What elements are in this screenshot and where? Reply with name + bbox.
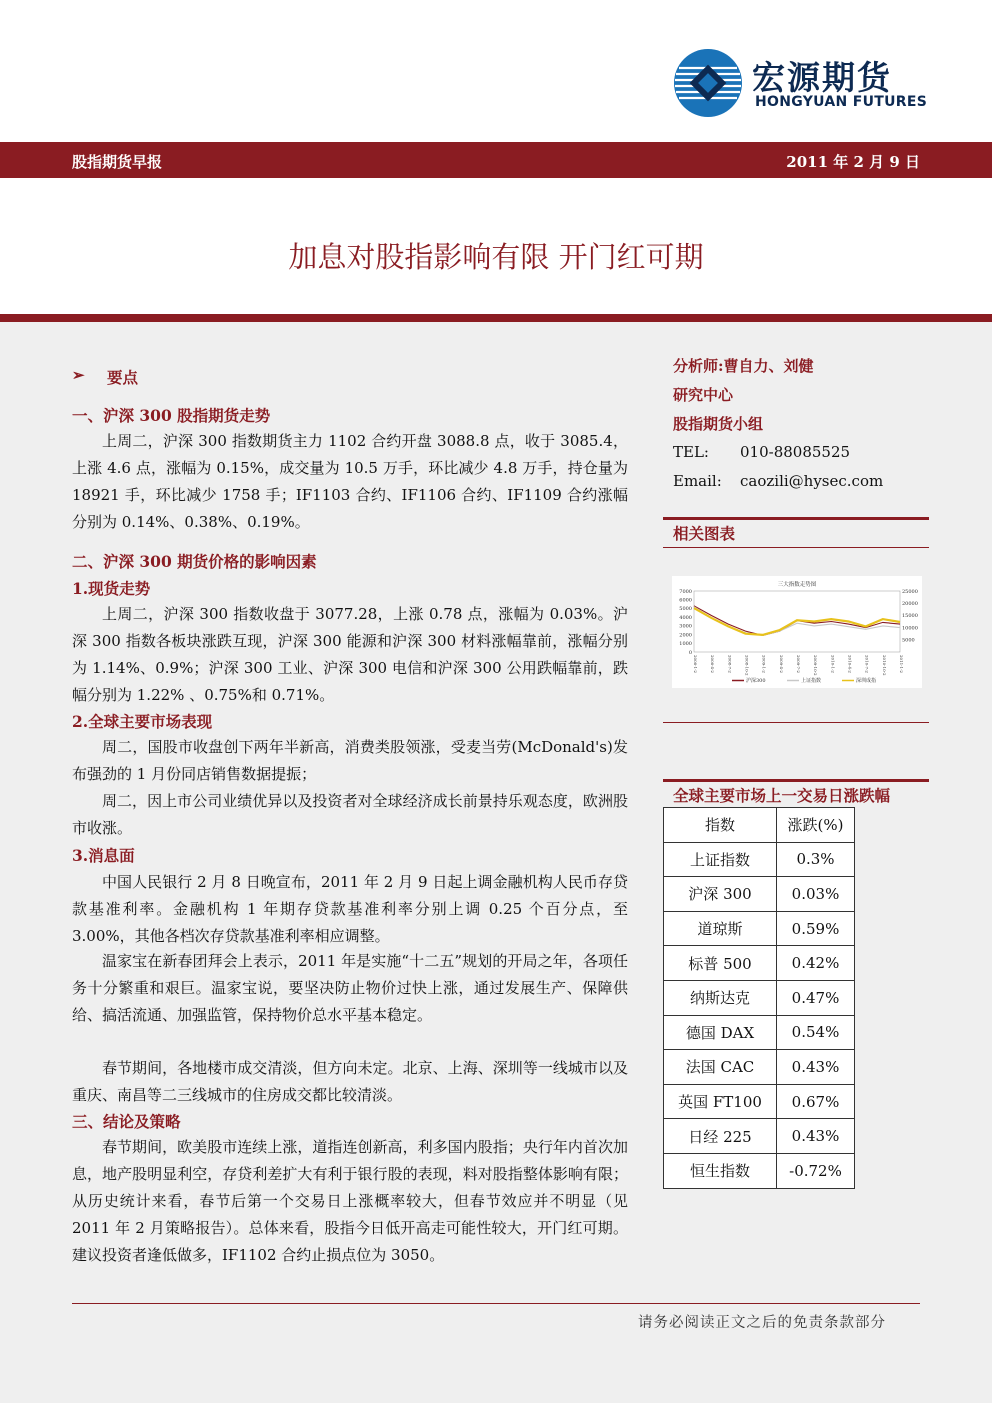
- footer-rule: [72, 1303, 920, 1304]
- y-right-tick-label: 15000: [902, 613, 918, 620]
- section-2-1-title: 1.现货走势: [72, 579, 151, 598]
- market-change: 0.59%: [777, 911, 855, 946]
- company-logo-icon: [673, 48, 743, 118]
- section-2-3-para-1: 中国人民银行 2 月 8 日晚宣布，2011 年 2 月 9 日起上调金融机构人民币存贷款基准利率。金融机构 1 年期存贷款基准利率分别上调 0.25 个百分点，至 3.00%，其他各档次存贷款基准利率相应调整。: [72, 873, 628, 945]
- y-left-tick-label: 7000: [679, 588, 692, 595]
- section-2-2-title: 2.全球主要市场表现: [72, 712, 213, 731]
- research-center: 研究中心: [673, 386, 734, 404]
- market-name: 法国 CAC: [664, 1050, 777, 1085]
- y-left-tick-label: 1000: [679, 641, 692, 648]
- markets-table: [663, 807, 855, 1189]
- bullet-arrow-icon: ➢: [72, 366, 85, 384]
- x-tick-label: 2009-1-2: [761, 655, 767, 673]
- x-tick-label: 2009-7-2: [796, 655, 801, 673]
- x-tick-label: 2010-4-2: [847, 655, 853, 673]
- related-chart-heading: 相关图表: [673, 524, 736, 543]
- market-change: -0.72%: [777, 1153, 855, 1188]
- legend-label: 沪深300: [746, 678, 766, 684]
- disclaimer-text: 请务必阅读正文之后的免责条款部分: [638, 1315, 886, 1331]
- y-left-tick-label: 6000: [679, 597, 692, 604]
- table-row: [664, 946, 855, 981]
- y-left-tick-label: 2000: [679, 632, 692, 639]
- related-chart-top-rule: [663, 517, 929, 520]
- table-row: [664, 1153, 855, 1188]
- table-row: [664, 877, 855, 912]
- x-tick-label: 2010-7-2: [864, 655, 870, 673]
- key-points-heading: 要点: [107, 368, 139, 387]
- x-tick-label: 2009-10-2: [813, 655, 819, 676]
- section-1-title: 一、沪深 300 股指期货走势: [72, 406, 271, 425]
- x-tick-label: 2008-7-2: [727, 655, 733, 673]
- y-right-tick-label: 20000: [902, 601, 918, 607]
- x-tick-label: 2010-1-2: [830, 655, 836, 673]
- related-chart-bottom-rule: [663, 547, 929, 548]
- section-2-2-para-1: 周二，国股市收盘创下两年半新高，消费类股领涨，受麦当劳(McDonald's)发布强劲的 1 月份同店销售数据提振；: [72, 738, 628, 783]
- section-1-text: 上周二，沪深 300 指数期货主力 1102 合约开盘 3088.8 点，收于 3085.4，上涨 4.6 点，涨幅为 0.15%，成交量为 10.5 万手，环比减少 4.8 万手，持仓量为 18921 手，环比减少 1758 手；IF1103 合约、IF1106 合约、IF1109 合约涨幅分别为 0.14%、0.38%、0.19%。: [72, 432, 628, 531]
- col-change-header: 涨跌(%): [777, 808, 855, 843]
- table-row: [664, 1050, 855, 1085]
- y-left-tick-label: 3000: [679, 623, 692, 630]
- research-group: 股指期货小组: [673, 415, 764, 433]
- x-tick-label: 2011-1-2: [899, 655, 904, 673]
- section-2-3-para-3: 春节期间，各地楼市成交清淡，但方向未定。北京、上海、深圳等一线城市以及重庆、南昌等二三线城市的住房成交都比较清淡。: [72, 1059, 628, 1104]
- x-tick-label: 2008-1-2: [693, 655, 698, 673]
- market-name: 德国 DAX: [664, 1015, 777, 1050]
- market-name: 日经 225: [664, 1119, 777, 1154]
- table-row: [664, 1119, 855, 1154]
- table-row: [664, 1015, 855, 1050]
- market-change: 0.47%: [777, 980, 855, 1015]
- market-name: 纳斯达克: [664, 980, 777, 1015]
- x-tick-label: 2009-4-2: [778, 655, 784, 673]
- brand-name-cn: 宏源期货: [752, 58, 892, 97]
- report-date: 2011 年 2 月 9 日: [786, 153, 920, 171]
- x-tick-label: 2008-10-2: [744, 655, 750, 676]
- email-label: Email:: [673, 472, 722, 490]
- market-name: 恒生指数: [664, 1153, 777, 1188]
- email-value: caozili@hysec.com: [740, 472, 884, 490]
- brand-name-en: HONGYUAN FUTURES: [755, 94, 928, 110]
- related-chart-end-rule: [663, 722, 929, 723]
- table-header-row: [664, 808, 855, 843]
- section-2-2-para-2: 周二，因上市公司业绩优异以及投资者对全球经济成长前景持乐观态度，欧洲股市收涨。: [72, 792, 628, 837]
- y-right-tick-label: 10000: [902, 625, 918, 632]
- analyst-names: 分析师:曹自力、刘健: [673, 357, 814, 375]
- chart-title: 三大指数走势图: [777, 582, 817, 588]
- section-3-text: 春节期间，欧美股市连续上涨，道指连创新高，利多国内股指；央行年内首次加息，地产股明显利空，存贷利差扩大有利于银行股的表现，料对股指整体影响有限；从历史统计来看，春节后第一个交易日上涨概率较大，但春节效应并不明显（见 2011 年 2 月策略报告）。总体来看，股指今日低开高走可能性较大，开门红可期。建议投资者逢低做多，IF1102 合约止损点位为 3050。: [72, 1138, 628, 1264]
- market-change: 0.03%: [777, 877, 855, 912]
- section-2-title: 二、沪深 300 期货价格的影响因素: [72, 552, 317, 571]
- table-row: [664, 980, 855, 1015]
- table-row: [664, 911, 855, 946]
- y-right-tick-label: 25000: [902, 588, 918, 595]
- page-title: 加息对股指影响有限 开门红可期: [288, 240, 704, 274]
- title-divider: [0, 314, 992, 322]
- tel-value: 010-88085525: [740, 443, 851, 461]
- x-tick-label: 2008-4-2: [710, 655, 716, 673]
- market-change: 0.43%: [777, 1050, 855, 1085]
- market-change: 0.54%: [777, 1015, 855, 1050]
- section-2-1-text: 上周二，沪深 300 指数收盘于 3077.28，上涨 0.78 点，涨幅为 0.03%。沪深 300 指数各板块涨跌互现，沪深 300 能源和沪深 300 材料涨幅靠前，涨幅分别为 1.14%、0.9%；沪深 300 工业、沪深 300 电信和沪深 300 公用跌幅靠前，跌幅分别为 1.22% 、0.75%和 0.71%。: [72, 605, 628, 704]
- y-left-tick-label: 4000: [679, 614, 692, 621]
- report-type: 股指期货早报: [72, 153, 163, 171]
- tel-label: TEL:: [673, 443, 709, 461]
- y-right-tick-label: 5000: [902, 637, 915, 644]
- legend-label: 深圳成指: [856, 678, 877, 684]
- markets-heading: 全球主要市场上一交易日涨跌幅: [673, 786, 891, 805]
- market-change: 0.67%: [777, 1084, 855, 1119]
- index-trend-chart: [672, 576, 922, 688]
- table-row: [664, 842, 855, 877]
- contact-block: [673, 438, 883, 496]
- market-change: 0.43%: [777, 1119, 855, 1154]
- y-left-tick-label: 0: [688, 649, 692, 656]
- market-name: 沪深 300: [664, 877, 777, 912]
- markets-top-rule: [663, 779, 929, 782]
- analyst-block: [673, 352, 814, 439]
- section-2-3-title: 3.消息面: [72, 846, 135, 865]
- section-2-3-para-2: 温家宝在新春团拜会上表示，2011 年是实施“十二五”规划的开局之年，各项任务十分繁重和艰巨。温家宝说，要坚决防止物价过快上涨，通过发展生产、保障供给、搞活流通、加强监管，保持物价总水平基本稳定。: [72, 952, 628, 1024]
- market-change: 0.42%: [777, 946, 855, 981]
- table-row: [664, 1084, 855, 1119]
- market-name: 标普 500: [664, 946, 777, 981]
- market-name: 道琼斯: [664, 911, 777, 946]
- market-change: 0.3%: [777, 842, 855, 877]
- x-tick-label: 2010-10-2: [881, 655, 887, 676]
- y-left-tick-label: 5000: [679, 606, 692, 613]
- section-3-title: 三、结论及策略: [72, 1112, 181, 1131]
- market-name: 上证指数: [664, 842, 777, 877]
- col-index-header: 指数: [664, 808, 777, 843]
- market-name: 英国 FT100: [664, 1084, 777, 1119]
- legend-label: 上证指数: [801, 678, 822, 684]
